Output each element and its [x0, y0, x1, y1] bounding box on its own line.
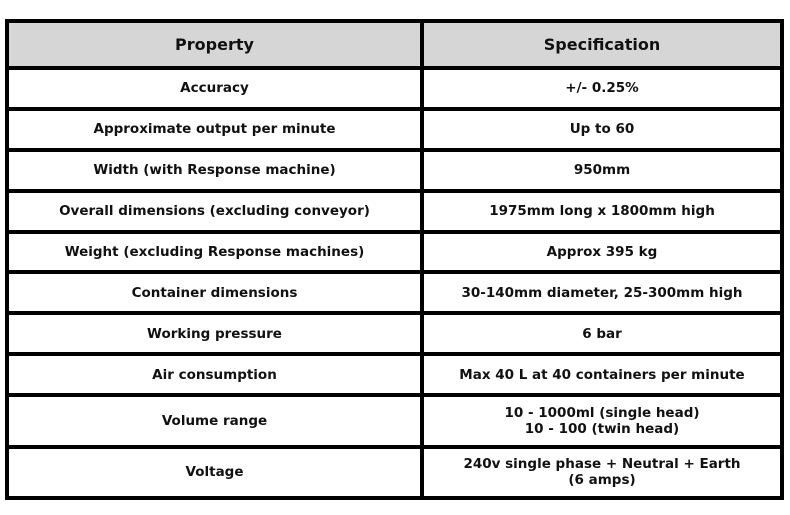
specification-cell: Max 40 L at 40 containers per minute: [424, 356, 780, 393]
table-row: [9, 274, 780, 311]
property-cell: Accuracy: [9, 70, 420, 107]
property-cell: Air consumption: [9, 356, 420, 393]
specification-cell: +/- 0.25%: [424, 70, 780, 107]
specification-cell: 240v single phase + Neutral + Earth (6 amps): [424, 449, 780, 496]
table-row: [9, 356, 780, 393]
property-cell: Width (with Response machine): [9, 152, 420, 189]
table-row: [9, 234, 780, 271]
property-cell: Voltage: [9, 449, 420, 496]
property-cell: Weight (excluding Response machines): [9, 234, 420, 271]
specification-cell: 6 bar: [424, 315, 780, 352]
specification-cell: 10 - 1000ml (single head) 10 - 100 (twin head): [424, 397, 780, 444]
table-row: [9, 193, 780, 230]
specification-cell: 30-140mm diameter, 25-300mm high: [424, 274, 780, 311]
specification-table: [5, 19, 784, 500]
table-row: [9, 397, 780, 444]
property-cell: Volume range: [9, 397, 420, 444]
specification-cell: 1975mm long x 1800mm high: [424, 193, 780, 230]
header-specification: Specification: [424, 23, 780, 66]
table-row: [9, 70, 780, 107]
specification-cell: Up to 60: [424, 111, 780, 148]
property-cell: Container dimensions: [9, 274, 420, 311]
table-row: [9, 111, 780, 148]
table-row: [9, 449, 780, 496]
header-row: [9, 23, 780, 66]
property-cell: Approximate output per minute: [9, 111, 420, 148]
header-property: Property: [9, 23, 420, 66]
property-cell: Working pressure: [9, 315, 420, 352]
specification-cell: Approx 395 kg: [424, 234, 780, 271]
table-row: [9, 315, 780, 352]
table-row: [9, 152, 780, 189]
specification-cell: 950mm: [424, 152, 780, 189]
property-cell: Overall dimensions (excluding conveyor): [9, 193, 420, 230]
